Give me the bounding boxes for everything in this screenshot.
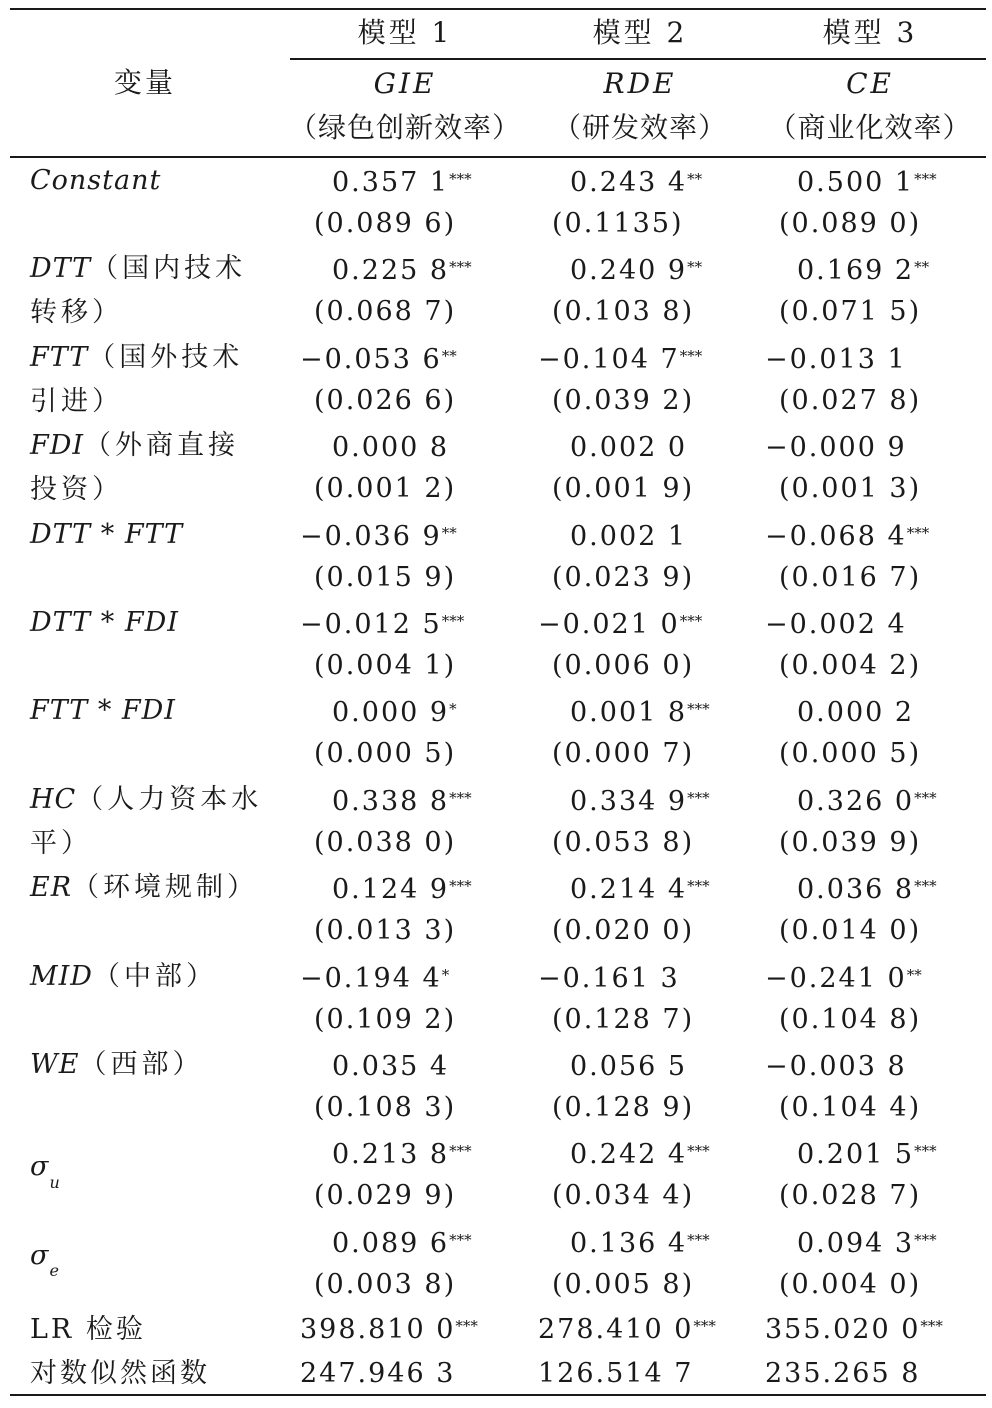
coefficient-value: 0.213 8 <box>332 1139 450 1171</box>
coefficient-cell <box>765 962 922 996</box>
coefficient-value: −0.053 6 <box>300 343 442 375</box>
coefficient-value: 0.357 1 <box>332 167 450 198</box>
variable-code: ER <box>30 872 73 904</box>
coefficient-cell <box>332 1138 472 1172</box>
coefficient-value: −0.012 5 <box>300 609 442 640</box>
significance-stars: *** <box>449 1142 472 1161</box>
coefficient-value: 0.035 4 <box>332 1051 450 1082</box>
coefficient-value: 0.240 9 <box>570 255 688 287</box>
model-2-name: 模型 2 <box>592 16 688 49</box>
model-1-code: GIE <box>373 67 437 100</box>
coefficient-value: 0.326 0 <box>797 785 915 817</box>
coefficient-cell <box>300 608 464 642</box>
std-error-cell: (0.015 9) <box>314 561 457 593</box>
std-error-cell: (0.000 5) <box>314 738 457 770</box>
significance-stars: * <box>449 700 457 719</box>
model-3-code: CE <box>846 67 894 100</box>
sigma-subscript: e <box>49 1261 60 1281</box>
std-error-cell: (0.000 5) <box>779 738 922 770</box>
variable-desc: （外商直接 <box>84 430 240 462</box>
significance-stars: *** <box>679 346 703 365</box>
coefficient-value: −0.000 9 <box>765 432 907 464</box>
coefficient-value: −0.002 4 <box>765 609 907 640</box>
variable-code: FTT * FDI <box>30 695 176 727</box>
coefficient-cell <box>332 1227 472 1261</box>
coefficient-value: −0.194 4 <box>300 962 442 994</box>
coefficient-value: 235.265 8 <box>765 1358 921 1390</box>
std-error-cell: (0.128 7) <box>552 1003 695 1035</box>
coefficient-cell <box>765 343 907 377</box>
variable-desc: （国外技术 <box>88 341 244 373</box>
significance-stars: *** <box>693 1317 716 1336</box>
coefficient-value: 0.500 1 <box>797 167 915 198</box>
std-error-cell: (0.038 0) <box>314 826 457 858</box>
std-error-cell: (0.089 6) <box>314 208 457 239</box>
variable-desc: （环境规制） <box>72 872 259 904</box>
coefficient-value: 0.124 9 <box>332 874 450 906</box>
significance-stars: *** <box>687 1230 710 1249</box>
coefficient-cell <box>797 254 929 288</box>
variable-label <box>30 871 258 905</box>
variable-label <box>30 429 239 463</box>
coefficient-cell <box>570 785 710 819</box>
footer-value-cell <box>300 1313 478 1347</box>
variable-desc: （西部） <box>79 1049 204 1080</box>
variable-label: 引进） <box>30 385 123 417</box>
footer-value-cell <box>300 1357 455 1391</box>
std-error-cell: (0.000 7) <box>552 738 695 770</box>
variable-header: 变量 <box>113 66 176 99</box>
coefficient-value: 0.001 8 <box>570 697 688 729</box>
variable-code: DTT <box>30 253 92 285</box>
coefficient-value: −0.161 3 <box>538 962 680 994</box>
significance-stars: ** <box>441 523 457 542</box>
coefficient-value: 0.000 9 <box>332 697 450 729</box>
coefficient-cell <box>332 873 472 907</box>
variable-label <box>30 252 246 286</box>
coefficient-cell <box>765 431 907 465</box>
std-error-cell: (0.026 6) <box>314 384 457 416</box>
variable-label <box>30 341 243 375</box>
coefficient-value: 0.334 9 <box>570 785 688 817</box>
coefficient-value: 0.036 8 <box>797 874 915 906</box>
std-error-cell: (0.004 2) <box>779 650 922 681</box>
model-1-desc: （绿色创新效率） <box>288 111 521 144</box>
std-error-cell: (0.108 3) <box>314 1092 457 1123</box>
coefficient-value: −0.068 4 <box>765 520 907 552</box>
std-error-cell: (0.039 2) <box>552 384 695 416</box>
footer-value-cell <box>765 1313 943 1347</box>
coefficient-cell <box>570 1227 710 1261</box>
std-error-cell: (0.023 9) <box>552 561 695 593</box>
significance-stars: *** <box>449 877 472 896</box>
coefficient-cell <box>332 166 472 200</box>
coefficient-value: 0.000 2 <box>797 697 915 729</box>
std-error-cell: (0.029 9) <box>314 1180 457 1212</box>
model-1-name: 模型 1 <box>357 16 453 49</box>
coefficient-value: 0.214 4 <box>570 874 688 906</box>
footer-value-cell <box>538 1357 693 1391</box>
std-error-cell: (0.089 0) <box>779 208 922 239</box>
std-error-cell: (0.104 4) <box>779 1092 922 1123</box>
coefficient-value: 278.410 0 <box>538 1314 694 1346</box>
variable-label <box>30 1150 61 1193</box>
model-3-desc: （商业化效率） <box>768 111 972 144</box>
coefficient-cell <box>765 608 907 642</box>
variable-label: 投资） <box>30 474 123 506</box>
coefficient-value: 0.136 4 <box>570 1227 688 1259</box>
coefficient-value: 247.946 3 <box>300 1358 456 1390</box>
std-error-cell: (0.068 7) <box>314 296 457 328</box>
coefficient-cell <box>332 431 449 465</box>
model-header-rule <box>290 58 986 60</box>
significance-stars: *** <box>449 788 472 807</box>
variable-desc: （人力资本水 <box>76 783 263 815</box>
significance-stars: *** <box>687 1142 710 1161</box>
coefficient-value: −0.104 7 <box>538 343 680 375</box>
coefficient-value: 0.002 0 <box>570 432 688 464</box>
std-error-cell: (0.071 5) <box>779 296 922 328</box>
variable-label: 平） <box>30 827 92 859</box>
coefficient-cell <box>538 962 680 996</box>
coefficient-value: 0.201 5 <box>797 1139 915 1171</box>
coefficient-value: −0.013 1 <box>765 343 907 375</box>
coefficient-value: −0.036 9 <box>300 520 442 552</box>
coefficient-cell <box>332 254 472 288</box>
coefficient-cell <box>570 166 702 200</box>
coefficient-cell <box>797 1227 937 1261</box>
coefficient-value: −0.021 0 <box>538 609 680 640</box>
std-error-cell: (0.103 8) <box>552 296 695 328</box>
footer-label: 对数似然函数 <box>30 1358 210 1390</box>
bottom-rule <box>10 1394 986 1396</box>
variable-label <box>30 1239 60 1282</box>
significance-stars: ** <box>687 170 703 188</box>
std-error-cell: (0.001 3) <box>779 473 922 505</box>
significance-stars: ** <box>687 258 703 277</box>
coefficient-cell <box>570 696 710 730</box>
coefficient-value: 0.056 5 <box>570 1051 688 1082</box>
significance-stars: *** <box>914 1142 937 1161</box>
variable-desc: （国内技术 <box>91 253 247 285</box>
variable-code: FDI <box>30 430 85 462</box>
coefficient-cell <box>797 166 937 200</box>
coefficient-value: −0.241 0 <box>765 962 907 994</box>
model-2-desc: （研发效率） <box>552 111 727 144</box>
significance-stars: *** <box>441 612 465 630</box>
coefficient-value: 0.169 2 <box>797 255 915 287</box>
variable-code: DTT * FDI <box>30 607 179 638</box>
variable-label <box>30 694 176 728</box>
significance-stars: *** <box>687 788 710 807</box>
coefficient-cell <box>300 343 457 377</box>
coefficient-value: 0.094 3 <box>797 1227 915 1259</box>
significance-stars: ** <box>914 258 930 277</box>
coefficient-cell <box>570 520 687 554</box>
significance-stars: *** <box>687 877 710 896</box>
coefficient-cell <box>300 962 449 996</box>
variable-label <box>30 1048 203 1082</box>
coefficient-value: 398.810 0 <box>300 1314 456 1346</box>
variable-code: WE <box>30 1049 80 1080</box>
coefficient-value: 0.225 8 <box>332 255 450 287</box>
coefficient-cell <box>570 873 710 907</box>
std-error-cell: (0.001 9) <box>552 473 695 505</box>
coefficient-cell <box>332 696 457 730</box>
variable-code: HC <box>30 783 77 815</box>
coefficient-cell <box>538 343 702 377</box>
std-error-cell: (0.034 4) <box>552 1180 695 1212</box>
std-error-cell: (0.1135) <box>552 208 684 239</box>
sigma-symbol: σ <box>30 1239 50 1271</box>
std-error-cell: (0.039 9) <box>779 826 922 858</box>
std-error-cell: (0.027 8) <box>779 384 922 416</box>
std-error-cell: (0.104 8) <box>779 1003 922 1035</box>
significance-stars: *** <box>449 258 472 277</box>
footer-value-cell <box>765 1357 920 1391</box>
std-error-cell: (0.001 2) <box>314 473 457 505</box>
model-2-code: RDE <box>603 67 677 100</box>
std-error-cell: (0.028 7) <box>779 1180 922 1212</box>
significance-stars: ** <box>906 965 922 984</box>
variable-code: MID <box>30 960 93 992</box>
std-error-cell: (0.020 0) <box>552 915 695 947</box>
coefficient-value: 0.002 1 <box>570 520 688 552</box>
variable-desc: （中部） <box>92 960 217 992</box>
significance-stars: * <box>441 965 450 984</box>
footer-label: LR 检验 <box>30 1314 146 1346</box>
coefficient-cell <box>570 1138 710 1172</box>
coefficient-cell <box>538 608 702 642</box>
variable-label <box>30 960 217 994</box>
model-3-name: 模型 3 <box>822 16 918 49</box>
coefficient-value: 126.514 7 <box>538 1358 694 1390</box>
coefficient-cell <box>765 1050 907 1084</box>
coefficient-cell <box>570 1050 687 1084</box>
significance-stars: *** <box>914 788 937 807</box>
sigma-symbol: σ <box>30 1151 50 1183</box>
std-error-cell: (0.013 3) <box>314 915 457 947</box>
significance-stars: *** <box>449 1230 472 1249</box>
significance-stars: *** <box>455 1317 478 1336</box>
significance-stars: *** <box>920 1317 943 1336</box>
significance-stars: *** <box>914 170 937 188</box>
std-error-cell: (0.006 0) <box>552 650 695 681</box>
variable-code: Constant <box>30 165 162 196</box>
coefficient-cell <box>797 696 914 730</box>
coefficient-value: 0.338 8 <box>332 785 450 817</box>
variable-label <box>30 164 161 198</box>
header-bottom-rule <box>10 156 986 158</box>
coefficient-value: 0.089 6 <box>332 1227 450 1259</box>
coefficient-value: 355.020 0 <box>765 1314 921 1346</box>
coefficient-cell <box>797 1138 937 1172</box>
coefficient-value: 0.000 8 <box>332 432 450 464</box>
std-error-cell: (0.128 9) <box>552 1092 695 1123</box>
variable-code: DTT * FTT <box>30 518 184 550</box>
significance-stars: *** <box>914 877 937 896</box>
coefficient-cell <box>332 785 472 819</box>
coefficient-cell <box>332 1050 449 1084</box>
significance-stars: *** <box>906 523 930 542</box>
std-error-cell: (0.109 2) <box>314 1003 457 1035</box>
footer-value-cell <box>538 1313 716 1347</box>
variable-label <box>30 606 179 640</box>
coefficient-value: −0.003 8 <box>765 1051 907 1082</box>
coefficient-cell <box>300 520 457 554</box>
top-rule <box>10 8 986 10</box>
variable-label <box>30 518 183 552</box>
coefficient-cell <box>797 785 937 819</box>
std-error-cell: (0.003 8) <box>314 1268 457 1300</box>
variable-label: 转移） <box>30 297 123 329</box>
significance-stars: *** <box>679 612 703 630</box>
std-error-cell: (0.053 8) <box>552 826 695 858</box>
significance-stars: *** <box>449 170 472 188</box>
coefficient-cell <box>570 431 687 465</box>
significance-stars: *** <box>914 1230 937 1249</box>
variable-code: FTT <box>30 341 89 373</box>
coefficient-value: 0.242 4 <box>570 1139 688 1171</box>
coefficient-cell <box>765 520 929 554</box>
std-error-cell: (0.004 1) <box>314 650 457 681</box>
sigma-subscript: u <box>49 1172 61 1192</box>
coefficient-cell <box>797 873 937 907</box>
std-error-cell: (0.016 7) <box>779 561 922 593</box>
significance-stars: ** <box>441 346 457 365</box>
std-error-cell: (0.014 0) <box>779 915 922 947</box>
significance-stars: *** <box>687 700 710 719</box>
variable-label <box>30 783 262 817</box>
std-error-cell: (0.005 8) <box>552 1268 695 1300</box>
coefficient-value: 0.243 4 <box>570 167 688 198</box>
coefficient-cell <box>570 254 702 288</box>
std-error-cell: (0.004 0) <box>779 1268 922 1300</box>
